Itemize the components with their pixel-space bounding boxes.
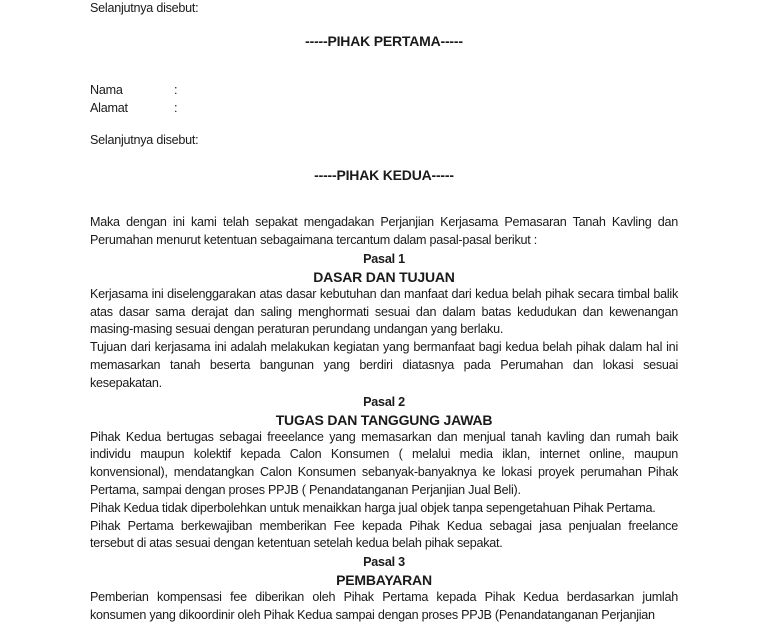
- field-colon-alamat: :: [174, 100, 178, 115]
- field-label-alamat: Alamat: [90, 100, 128, 115]
- document-page: [90, 0, 678, 625]
- field-label-nama: Nama: [90, 82, 123, 97]
- opening-paragraph: Maka dengan ini kami telah sepakat mengadakan Perjanjian Kerjasama Pemasaran Tanah Kavling dan Perumahan menurut ketentuan sebagaimana tercantum dalam pasal-pasal berikut :: [90, 215, 678, 247]
- pasal-2-paragraph: Pihak Kedua tidak diperbolehkan untuk menaikkan harga jual objek tanpa sepengetahuan Pihak Pertama.: [90, 500, 656, 515]
- field-alamat: [90, 100, 678, 118]
- pasal-2-paragraph: Pihak Pertama berkewajiban memberikan Fee kepada Pihak Kedua sebagai jasa penjualan freelance tersebut di atas sesuai dengan ketentuan setelah kedua belah pihak sepakat.: [90, 518, 678, 551]
- pasal-3-number: Pasal 3: [363, 555, 405, 570]
- pihak-pertama-heading: -----PIHAK PERTAMA-----: [305, 32, 463, 49]
- pasal-2-number: Pasal 2: [363, 394, 405, 409]
- field-nama: [90, 82, 678, 100]
- pasal-3-title: PEMBAYARAN: [336, 572, 432, 589]
- pasal-1-paragraph: Tujuan dari kerjasama ini adalah melakukan kegiatan yang bermanfaat bagi kedua belah pihak dalam hal ini memasarkan tanah beserta bangunan yang berdiri diatasnya pada Perumahan dan lokasi sesuai kesepakatan.: [90, 340, 678, 390]
- pihak-kedua-heading: -----PIHAK KEDUA-----: [314, 167, 454, 184]
- pasal-2-paragraph: Pihak Kedua bertugas sebagai freeelance yang memasarkan dan menjual tanah kavling dan rumah baik individu maupun kolektif kepada Calon Konsumen ( melalui media iklan, internet online, maupun konvensional), mendatangkan Calon Konsumen sebanyak-banyaknya ke lokasi proyek perumahan Pihak Pertama, sampai dengan proses PPJB ( Penandatanganan Perjanjian Jual Beli).: [90, 429, 678, 497]
- field-colon-nama: :: [174, 82, 178, 97]
- intro-second-text: Selanjutnya disebut:: [90, 133, 199, 148]
- intro-top-text: Selanjutnya disebut:: [90, 1, 199, 15]
- pasal-1-title: DASAR DAN TUJUAN: [313, 268, 455, 285]
- pasal-2-title: TUGAS DAN TANGGUNG JAWAB: [275, 411, 493, 428]
- pasal-3-paragraph: Pemberian kompensasi fee diberikan oleh Pihak Pertama kepada Pihak Kedua berdasarkan jumlah konsumen yang dikoordinir oleh Pihak Kedua sampai dengan proses PPJB (Penandatanganan Perjanjian: [90, 590, 678, 622]
- pasal-1-paragraph: Kerjasama ini diselenggarakan atas dasar kebutuhan dan manfaat dari kedua belah pihak secara timbal balik atas dasar sama derajat dan saling menghormati sesuai dan dalam batas kedudukan dan kewenangan masing-masing sesuai dengan peraturan perundang undangan yang berlaku.: [90, 286, 678, 337]
- pasal-1-number: Pasal 1: [363, 251, 405, 266]
